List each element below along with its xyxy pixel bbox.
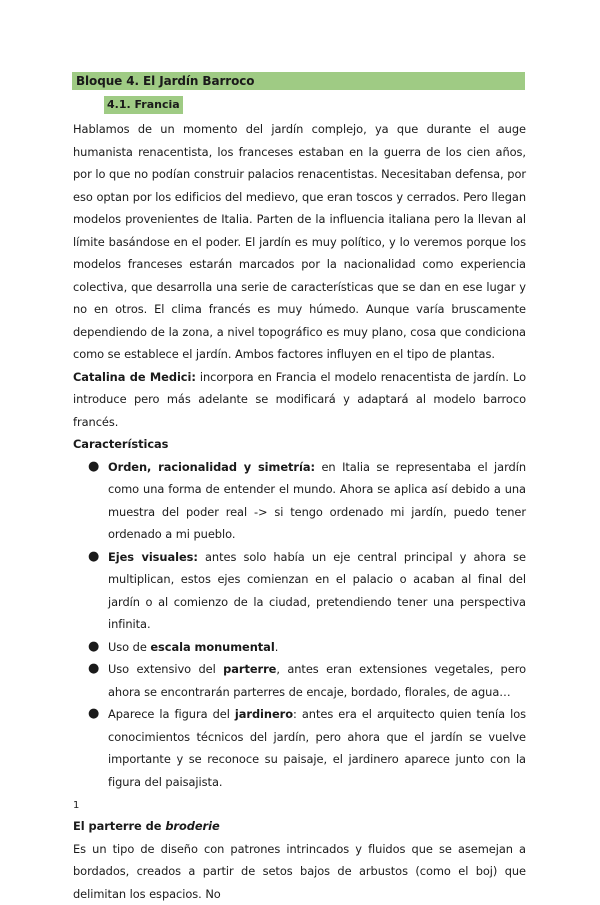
parterre-paragraph: Es un tipo de diseño con patrones intrincados y fluidos que se asemejan a bordados, creados a partir de setos bajos de arbustos (como el boj) que delimitan los espacios. No	[73, 838, 526, 905]
parterre-title-text: El parterre de	[73, 819, 165, 833]
feature-text: Uso extensivo del	[108, 662, 223, 676]
catalina-lead: Catalina de Medici:	[73, 370, 196, 384]
bullet-icon: ●	[88, 636, 99, 659]
list-item	[73, 546, 526, 636]
list-item	[73, 456, 526, 546]
feature-bold: parterre	[223, 662, 276, 676]
section-heading: Bloque 4. El Jardín Barroco	[72, 72, 525, 90]
feature-text: , antes eran extensiones vegetales, pero ahora se encontrarán parterres de encaje, bordado, florales, de agua…	[108, 662, 526, 699]
bullet-icon: ●	[88, 456, 99, 479]
bullet-icon: ●	[88, 546, 99, 569]
page-number: 1	[73, 800, 79, 811]
list-item	[73, 636, 526, 659]
parterre-title-italic: broderie	[165, 819, 219, 833]
feature-text: Uso de	[108, 640, 150, 654]
intro-paragraph: Hablamos de un momento del jardín complejo, ya que durante el auge humanista renacentista, los franceses estaban en la guerra de los cien años, por lo que no podían construir palacios renacentistas. Necesitaban defensa, por eso optan por los edificios del medievo, que eran toscos y cerrados. Pero llegan modelos provenientes de Italia. Parten de la influencia italiana pero la llevan al límite basándose en el poder. El jardín es muy político, y lo veremos porque los modelos franceses estarán marcados por la nacionalidad como experiencia colectiva, que desarrolla una serie de características que se dan en ese lugar y no en otros. El clima francés es muy húmedo. Aunque varía bruscamente dependiendo de la zona, a nivel topográfico es muy plano, cosa que condiciona como se establece el jardín. Ambos factores influyen en el tipo de plantas.	[73, 118, 526, 366]
feature-bold: jardinero	[235, 707, 293, 721]
features-list	[73, 456, 526, 794]
subsection-heading: 4.1. Francia	[104, 96, 183, 114]
feature-text: : antes era el arquitecto quien tenía los conocimientos técnicos del jardín, pero ahora que el jardín se vuelve importante y se reconoce su paisaje, el jardinero aparece junto con la figura del paisajista.	[108, 707, 526, 789]
feature-bold: escala monumental	[150, 640, 274, 654]
parterre-title	[73, 815, 526, 838]
paragraph-spacer	[73, 793, 526, 815]
catalina-paragraph	[73, 366, 526, 434]
feature-bold: Orden, racionalidad y simetría:	[108, 460, 315, 474]
list-item	[73, 703, 526, 793]
bullet-icon: ●	[88, 658, 99, 681]
catalina-text: incorpora en Francia el modelo renacentista de jardín. Lo introduce pero más adelante se modificará y adaptará al modelo barroco francés.	[73, 370, 526, 429]
list-item	[73, 658, 526, 703]
features-label: Características	[73, 433, 526, 456]
feature-text: Aparece la figura del	[108, 707, 235, 721]
bullet-icon: ●	[88, 703, 99, 726]
feature-bold: Ejes visuales:	[108, 550, 198, 564]
feature-text: antes solo había un eje central principal y ahora se multiplican, estos ejes comienzan en el palacio o acaban al final del jardín o al comienzo de la ciudad, pretendiendo tener una perspectiva infinita.	[108, 550, 526, 632]
feature-text: en Italia se representaba el jardín como una forma de entender el mundo. Ahora se aplica así debido a una muestra del poder real -> si tengo ordenado mi jardín, puedo tener ordenado a mi pueblo.	[108, 460, 526, 542]
feature-text: .	[275, 640, 279, 654]
document-body	[73, 118, 526, 905]
